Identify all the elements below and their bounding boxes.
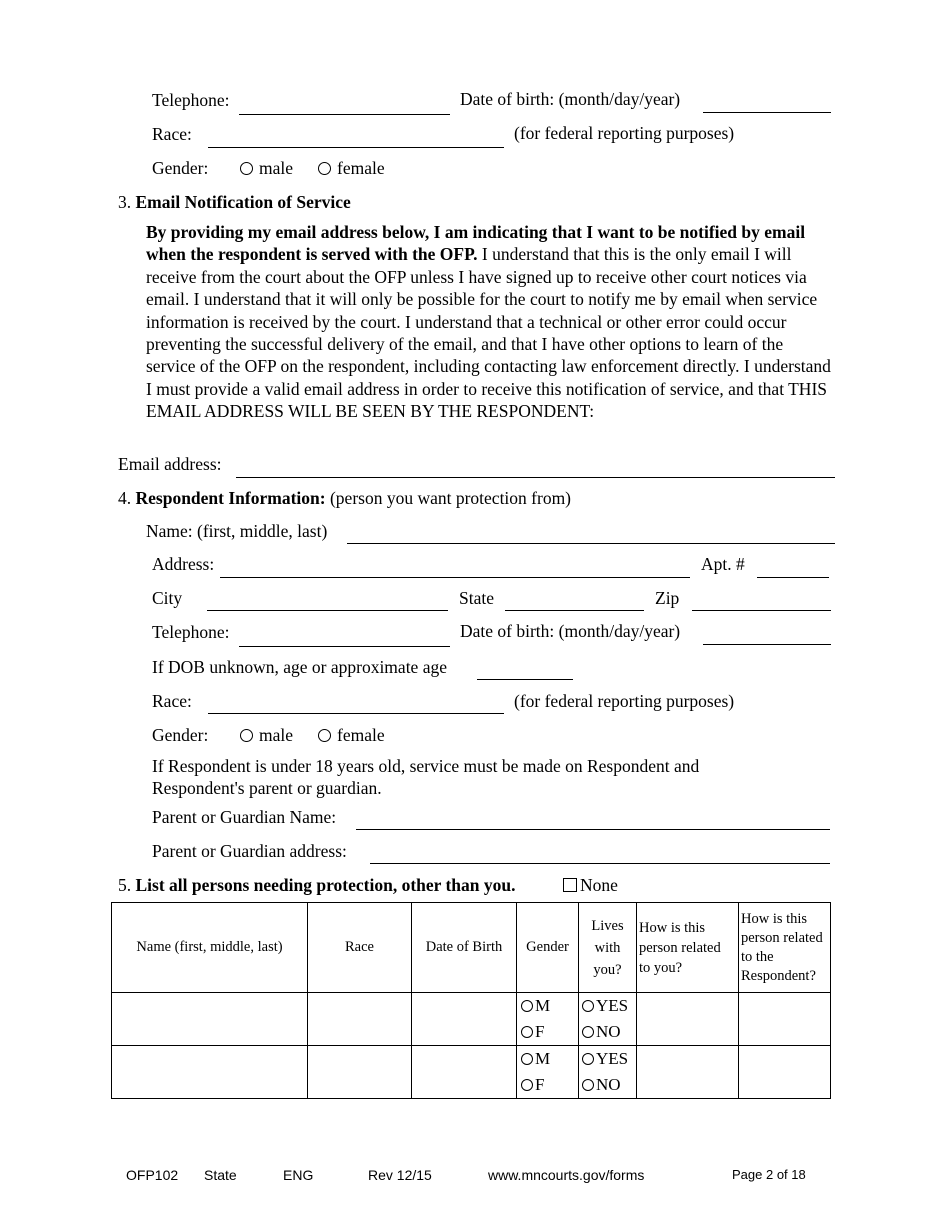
email-field[interactable] [236, 477, 835, 478]
race-field[interactable] [208, 147, 504, 148]
radio-icon[interactable] [318, 729, 331, 742]
name-cell[interactable] [112, 1046, 308, 1099]
col-header-relation-respondent [739, 903, 831, 993]
relation-you-text: How is this person related to you? [639, 919, 721, 976]
gender-male-option[interactable] [240, 158, 293, 179]
lives-yes-label: YES [596, 1049, 629, 1068]
name-cell[interactable] [112, 993, 308, 1046]
radio-icon[interactable] [521, 1079, 533, 1091]
guardian-name-label: Parent or Guardian Name: [152, 807, 337, 827]
radio-icon[interactable] [582, 1053, 594, 1065]
lives-with-cell [579, 1046, 637, 1099]
consent-bold-text: By providing my email address below, I am indicating that I want to be notified by email when the respondent is served with the OFP. [146, 222, 806, 265]
lives-no-option[interactable] [582, 1072, 636, 1098]
male-label: male [259, 158, 294, 178]
col-header-race: Race [308, 903, 412, 993]
respondent-gender-label: Gender: [152, 725, 209, 745]
section-title: Respondent Information: [135, 488, 326, 508]
gender-cell [517, 1046, 579, 1099]
city-field[interactable] [207, 610, 448, 611]
guardian-address-label: Parent or Guardian address: [152, 841, 347, 861]
radio-icon[interactable] [521, 1000, 533, 1012]
table-header-row [112, 903, 831, 993]
lives-yes-option[interactable] [582, 1046, 636, 1072]
footer-revision: Rev 12/15 [368, 1167, 432, 1183]
radio-icon[interactable] [582, 1000, 594, 1012]
gender-m-option[interactable] [521, 993, 578, 1019]
footer-jurisdiction: State [204, 1167, 237, 1183]
race-cell[interactable] [308, 993, 412, 1046]
respondent-gender-male-option[interactable] [240, 725, 293, 746]
gender-cell [517, 993, 579, 1046]
footer-form-id: OFP102 [126, 1167, 179, 1183]
dob-cell[interactable] [412, 993, 517, 1046]
section3-heading [118, 192, 351, 213]
lives-yes-label: YES [596, 996, 629, 1015]
section-number: 4. [118, 488, 132, 508]
respondent-name-label: Name: (first, middle, last) [146, 521, 328, 541]
radio-icon[interactable] [318, 162, 331, 175]
none-option[interactable] [563, 875, 618, 896]
email-consent-paragraph [146, 221, 836, 423]
lives-yes-option[interactable] [582, 993, 636, 1019]
gender-f-label: F [535, 1022, 545, 1041]
protected-persons-table [111, 902, 831, 1099]
gender-m-label: M [535, 996, 551, 1015]
zip-label: Zip [655, 588, 680, 608]
guardian-address-field[interactable] [370, 863, 830, 864]
lives-with-text: Lives with you? [591, 917, 624, 978]
male-label: male [259, 725, 294, 745]
minor-service-note: If Respondent is under 18 years old, service must be made on Respondent and Respondent's parent or guardian. [152, 756, 700, 799]
respondent-dob-field[interactable] [703, 644, 831, 645]
gender-m-label: M [535, 1049, 551, 1068]
city-label: City [152, 588, 183, 608]
apt-label: Apt. # [701, 554, 745, 574]
dob-label: Date of birth: (month/day/year) [460, 89, 681, 109]
col-header-gender: Gender [517, 903, 579, 993]
age-label: If DOB unknown, age or approximate age [152, 657, 447, 677]
race-note: (for federal reporting purposes) [514, 123, 735, 143]
radio-icon[interactable] [521, 1053, 533, 1065]
respondent-race-label: Race: [152, 691, 192, 711]
dob-cell[interactable] [412, 1046, 517, 1099]
age-field[interactable] [477, 679, 573, 680]
email-label: Email address: [118, 454, 222, 474]
section-title: Email Notification of Service [135, 192, 351, 212]
none-label: None [580, 875, 618, 895]
respondent-dob-label: Date of birth: (month/day/year) [460, 621, 681, 641]
respondent-race-note: (for federal reporting purposes) [514, 691, 735, 711]
section-number: 5. [118, 875, 132, 895]
footer-page-number: Page 2 of 18 [732, 1167, 806, 1182]
relation-you-cell[interactable] [637, 1046, 739, 1099]
radio-icon[interactable] [582, 1026, 594, 1038]
lives-no-option[interactable] [582, 1019, 636, 1045]
address-label: Address: [152, 554, 215, 574]
radio-icon[interactable] [521, 1026, 533, 1038]
respondent-name-field[interactable] [347, 543, 835, 544]
section-subtitle: (person you want protection from) [325, 488, 572, 508]
radio-icon[interactable] [582, 1079, 594, 1091]
radio-icon[interactable] [240, 162, 253, 175]
respondent-telephone-label: Telephone: [152, 622, 230, 642]
relation-respondent-cell[interactable] [739, 993, 831, 1046]
state-field[interactable] [505, 610, 644, 611]
footer-website-link[interactable]: www.mncourts.gov/forms [488, 1167, 645, 1183]
gender-m-option[interactable] [521, 1046, 578, 1072]
table-row [112, 993, 831, 1046]
telephone-label: Telephone: [152, 90, 230, 110]
apt-field[interactable] [757, 577, 829, 578]
gender-f-label: F [535, 1075, 545, 1094]
relation-you-cell[interactable] [637, 993, 739, 1046]
section5-heading [118, 875, 516, 896]
section-title: List all persons needing protection, other than you. [135, 875, 516, 895]
telephone-field[interactable] [239, 114, 450, 115]
checkbox-icon[interactable] [563, 878, 577, 892]
section-number: 3. [118, 192, 132, 212]
col-header-relation-you [637, 903, 739, 993]
gender-f-option[interactable] [521, 1019, 578, 1045]
dob-field[interactable] [703, 112, 831, 113]
section4-heading [118, 488, 571, 509]
respondent-gender-female-option[interactable] [318, 725, 385, 746]
gender-label: Gender: [152, 158, 209, 178]
col-header-name: Name (first, middle, last) [112, 903, 308, 993]
female-label: female [337, 725, 385, 745]
guardian-name-field[interactable] [356, 829, 830, 830]
relation-respondent-cell[interactable] [739, 1046, 831, 1099]
col-header-lives-with [579, 903, 637, 993]
race-label: Race: [152, 124, 192, 144]
table-row [112, 1046, 831, 1099]
zip-field[interactable] [692, 610, 831, 611]
respondent-race-field[interactable] [208, 713, 504, 714]
female-label: female [337, 158, 385, 178]
gender-female-option[interactable] [318, 158, 385, 179]
lives-no-label: NO [596, 1022, 621, 1041]
col-header-dob: Date of Birth [412, 903, 517, 993]
race-cell[interactable] [308, 1046, 412, 1099]
lives-with-cell [579, 993, 637, 1046]
relation-respondent-text: How is this person related to the Respondent? [741, 910, 823, 984]
lives-no-label: NO [596, 1075, 621, 1094]
state-label: State [459, 588, 494, 608]
footer-language: ENG [283, 1167, 314, 1183]
gender-f-option[interactable] [521, 1072, 578, 1098]
address-field[interactable] [220, 577, 690, 578]
radio-icon[interactable] [240, 729, 253, 742]
consent-body-text: I understand that this is the only email I will receive from the court about the OFP unless I have signed up to receive other court notices via email. I understand that it will only be possible for the court to notify me by email when service information is received by the court. I understand that a technical or other error could occur preventing the successful delivery of the email, and that I have other options to learn of the service of the OFP on the respondent, including contacting law enforcement directly. I understand I must provide a valid email address in order to receive this notification of service, and that THIS EMAIL ADDRESS WILL BE SEEN BY THE RESPONDENT: [146, 244, 831, 422]
respondent-telephone-field[interactable] [239, 646, 450, 647]
